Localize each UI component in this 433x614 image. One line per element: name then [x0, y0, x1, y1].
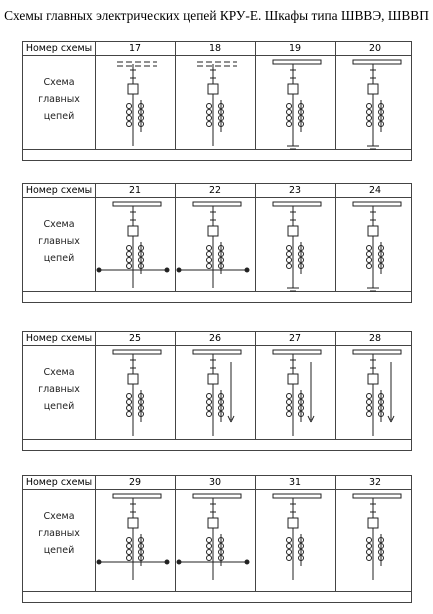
table-footer-row [23, 591, 411, 592]
scheme-diagram [273, 202, 321, 291]
scheme-25-diagram [95, 346, 175, 439]
scheme-table [22, 331, 412, 451]
scheme-31-diagram [255, 490, 335, 591]
scheme-27-diagram [255, 346, 335, 439]
scheme-diagram [177, 494, 249, 580]
row-label-line: главных [38, 528, 80, 539]
scheme-number: 19 [288, 43, 302, 54]
row-label-line: Схема [43, 219, 75, 230]
table-footer-row [23, 439, 411, 440]
header-label: Номер схемы [25, 477, 93, 488]
scheme-24-diagram [335, 198, 415, 291]
scheme-number: 30 [208, 477, 222, 488]
scheme-18-diagram [175, 56, 255, 149]
scheme-number: 23 [288, 185, 302, 196]
row-label [23, 74, 95, 125]
scheme-number: 31 [288, 477, 302, 488]
scheme-number: 17 [128, 43, 142, 54]
scheme-22-diagram [175, 198, 255, 291]
table-header-row [23, 476, 411, 490]
scheme-table [22, 41, 412, 161]
scheme-table [22, 183, 412, 303]
scheme-23-diagram [255, 198, 335, 291]
header-label: Номер схемы [25, 43, 93, 54]
row-label-line: цепей [43, 545, 75, 556]
row-label [23, 216, 95, 267]
scheme-diagram [353, 60, 401, 149]
scheme-diagram [273, 60, 321, 149]
scheme-diagram [177, 202, 249, 288]
scheme-number: 24 [368, 185, 382, 196]
row-label-line: главных [38, 236, 80, 247]
scheme-diagram [197, 62, 237, 146]
page-title: Схемы главных электрических цепей КРУ-Е. Шкафы типа ШВВЭ, ШВВП [4, 8, 429, 23]
scheme-number: 29 [128, 477, 142, 488]
scheme-number: 28 [368, 333, 382, 344]
header-label: Номер схемы [25, 333, 93, 344]
table-footer-row [23, 149, 411, 150]
scheme-29-diagram [95, 490, 175, 591]
header-label: Номер схемы [25, 185, 93, 196]
row-label-line: главных [38, 384, 80, 395]
scheme-number: 18 [208, 43, 222, 54]
scheme-19-diagram [255, 56, 335, 149]
scheme-diagram [193, 350, 241, 436]
scheme-diagram [113, 350, 161, 436]
scheme-number: 32 [368, 477, 382, 488]
scheme-number: 25 [128, 333, 142, 344]
table-header-row [23, 184, 411, 198]
scheme-diagram [97, 202, 169, 288]
scheme-number: 27 [288, 333, 302, 344]
scheme-26-diagram [175, 346, 255, 439]
scheme-32-diagram [335, 490, 415, 591]
scheme-table [22, 475, 412, 603]
scheme-number: 26 [208, 333, 222, 344]
scheme-diagram [117, 62, 157, 146]
scheme-diagram [273, 350, 321, 436]
scheme-20-diagram [335, 56, 415, 149]
scheme-diagram [97, 494, 169, 580]
scheme-number: 22 [208, 185, 222, 196]
row-label-line: цепей [43, 401, 75, 412]
scheme-28-diagram [335, 346, 415, 439]
row-label [23, 508, 95, 559]
scheme-diagram [353, 202, 401, 291]
row-label-line: цепей [43, 111, 75, 122]
scheme-17-diagram [95, 56, 175, 149]
scheme-diagram [353, 350, 401, 436]
row-label-line: Схема [43, 77, 75, 88]
scheme-30-diagram [175, 490, 255, 591]
row-label-line: Схема [43, 367, 75, 378]
scheme-diagram [353, 494, 401, 580]
scheme-diagram [273, 494, 321, 580]
scheme-number: 21 [128, 185, 142, 196]
row-label-line: Схема [43, 511, 75, 522]
table-header-row [23, 42, 411, 56]
table-footer-row [23, 291, 411, 292]
row-label-line: цепей [43, 253, 75, 264]
table-header-row [23, 332, 411, 346]
row-label-line: главных [38, 94, 80, 105]
scheme-number: 20 [368, 43, 382, 54]
scheme-21-diagram [95, 198, 175, 291]
row-label [23, 364, 95, 415]
